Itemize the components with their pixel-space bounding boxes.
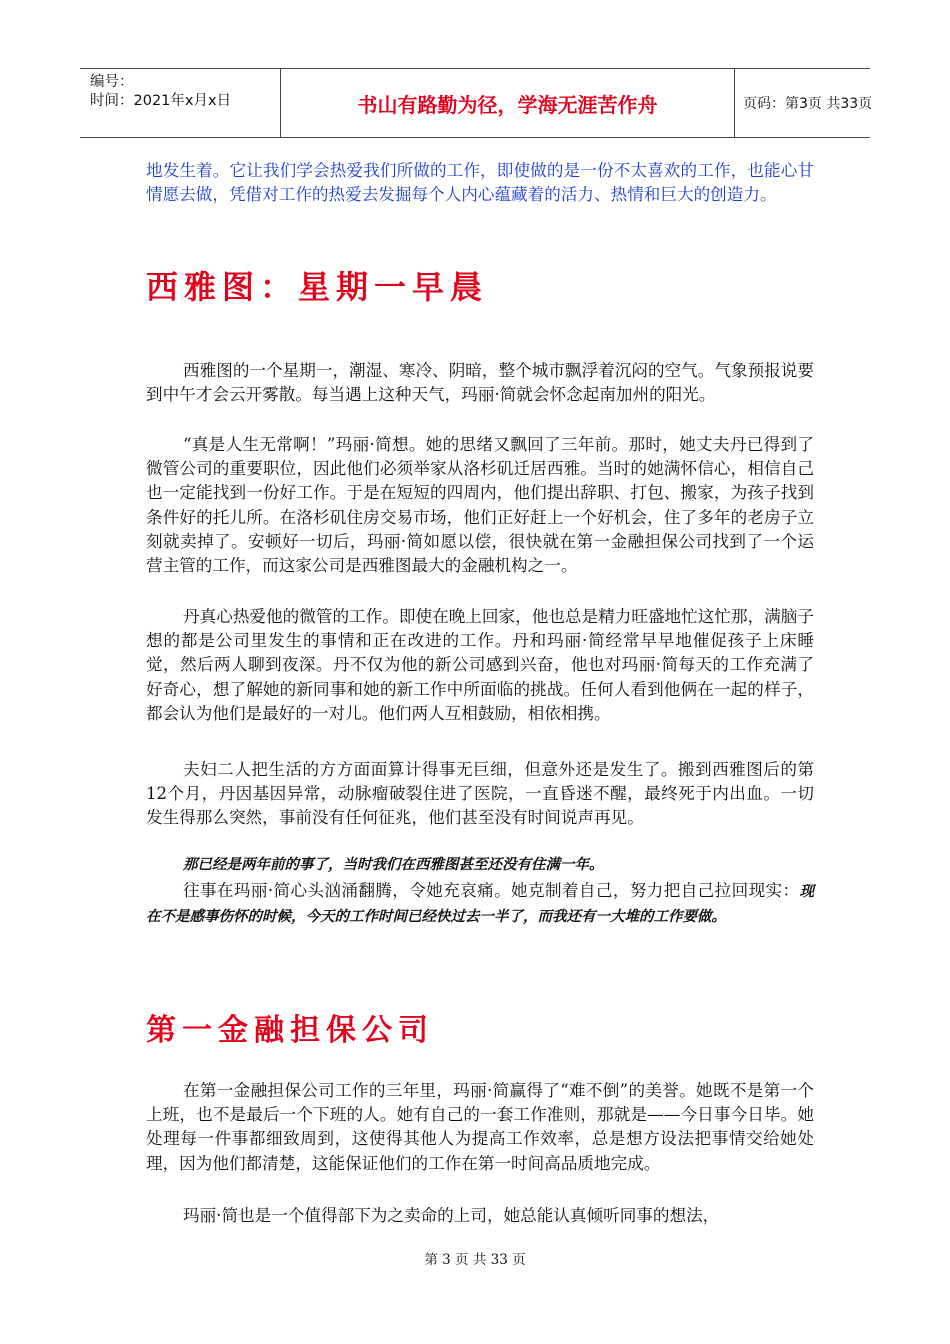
paragraph: 西雅图的一个星期一，潮湿、寒冷、阴暗，整个城市飘浮着沉闷的空气。气象预报说要到中午才会云开雾散。每当遇上这种天气，玛丽·简就会怀念起南加州的阳光。: [146, 361, 814, 405]
document-date-label: 时间：2021年x月x日: [90, 93, 232, 109]
header-meta: [80, 69, 281, 137]
header-page-number: 页码：第3页 共33页: [743, 96, 873, 112]
inner-thought: 那已经是两年前的事了，当时我们在西雅图甚至还没有住满一年。: [183, 857, 604, 873]
page-footer: 第 3 页 共 33 页: [424, 1252, 526, 1268]
section-heading-first-financial: 第一金融担保公司: [146, 1013, 434, 1048]
intro-paragraph: 地发生着。它让我们学会热爱我们所做的工作，即使做的是一份不太喜欢的工作，也能心甘情愿去做，凭借对工作的热爱去发掘每个人内心蕴藏着的活力、热情和巨大的创造力。: [146, 161, 814, 205]
section-heading-seattle-monday: 西雅图：星期一早晨: [146, 268, 489, 306]
paragraph: 在第一金融担保公司工作的三年里，玛丽·简赢得了“难不倒”的美誉。她既不是第一个上班，也不是最后一个下班的人。她有自己的一套工作准则，那就是——今日事今日毕。她处理每一件事都细致周到，这使得其他人为提高工作效率，总是想方设法把事情交给她处理，因为他们都清楚，这能保证他们的工作在第一时间高品质地完成。: [146, 1081, 814, 1173]
paragraph: 玛丽·简也是一个值得部下为之卖命的上司，她总能认真倾听同事的想法，: [183, 1206, 720, 1225]
document-number-label: 编号：: [90, 74, 134, 90]
paragraph-lead-text: 往事在玛丽·简心头汹涌翻腾，令她充哀痛。她克制着自己，努力把自己拉回现实：: [183, 881, 800, 900]
paragraph: 丹真心热爱他的微管的工作。即使在晚上回家，他也总是精力旺盛地忙这忙那，满脑子想的都是公司里发生的事情和正在改进的工作。丹和玛丽·简经常早早地催促孩子上床睡觉，然后两人聊到夜深。丹不仅为他的新公司感到兴奋，他也对玛丽·简每天的工作充满了好奇心，想了解她的新同事和她的新工作中所面临的挑战。任何人看到他俩在一起的样子，都会认为他们是最好的一对儿。他们两人互相鼓励，相依相携。: [146, 607, 814, 723]
inner-thought: 现在不是感事伤怀的时候，今天的工作时间已经快过去一半了，而我还有一大堆的工作要做。: [146, 884, 814, 926]
page-header: [80, 68, 873, 138]
paragraph: 夫妇二人把生活的方方面面算计得事无巨细，但意外还是发生了。搬到西雅图后的第12个月，丹因基因异常，动脉瘤破裂住进了医院，一直昏迷不醒，最终死于内出血。一切发生得那么突然，事前没有任何征兆，他们甚至没有时间说声再见。: [146, 760, 814, 828]
paragraph: “真是人生无常啊！”玛丽·简想。她的思绪又飘回了三年前。那时，她丈夫丹已得到了微管公司的重要职位，因此他们必须举家从洛杉矶迁居西雅。当时的她满怀信心，相信自己也一定能找到一份好工作。于是在短短的四周内，他们提出辞职、打包、搬家，为孩子找到条件好的托儿所。在洛杉矶住房交易市场，他们正好赶上一个好机会，住了多年的老房子立刻就卖掉了。安顿好一切后，玛丽·简如愿以偿，很快就在第一金融担保公司找到了一个运营主管的工作，而这家公司是西雅图最大的金融机构之一。: [146, 435, 814, 576]
paragraph: [146, 879, 814, 929]
header-motto: 书山有路勤为径，学海无涯苦作舟: [281, 69, 735, 137]
